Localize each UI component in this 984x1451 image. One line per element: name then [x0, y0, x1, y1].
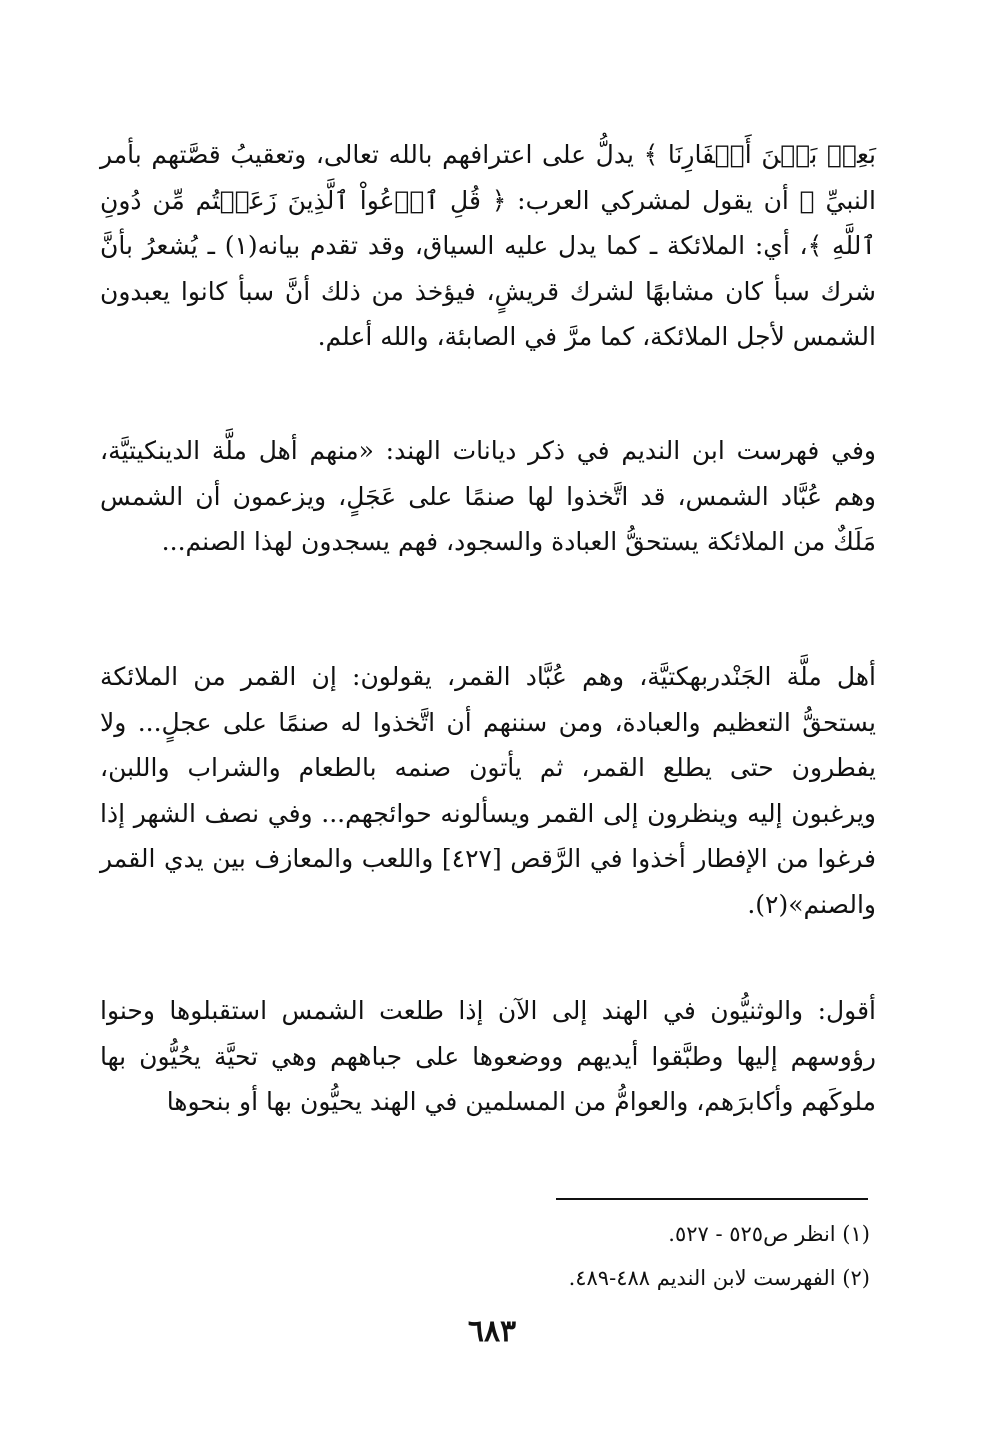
- paragraph-2: [100, 428, 876, 565]
- paragraph-text: أقول: والوثنيُّون في الهند إلى الآن إذا طلعت الشمس استقبلوها وحنوا رؤوسهم إليها وطبَّقوا أيديهم ووضعوها على جباههم وهي تحيَّة يحُيُّون بها ملوكَهم وأكابرَهم، والعوامُّ من المسلمين في الهند يحيُّون بها أو بنحوها: [100, 996, 876, 1116]
- footnote-divider: [556, 1198, 868, 1200]
- paragraph-text: بَعِدۡ بَيۡنَ أَسۡفَارِنَا ﴾ يدلُّ على اعترافهم بالله تعالى، وتعقيبُ قصَّتهم بأمر النبيِّ ﷺ أن يقول لمشركي العرب: ﴿ قُلِ ٱدۡعُواْ ٱلَّذِينَ زَعَمۡتُم مِّن دُونِ ٱللَّهِ ﴾، أي: الملائكة ـ كما يدل عليه السياق، وقد تقدم بيانه(١) ـ يُشعرُ بأنَّ شرك سبأ كان مشابهًا لشرك قريشٍ، فيؤخذ من ذلك أنَّ سبأ كانوا يعبدون الشمس لأجل الملائكة، كما مرَّ في الصابئة، والله أعلم.: [100, 140, 877, 351]
- footnote-1: (١) انظر ص٥٢٥ - ٥٢٧.: [668, 1222, 870, 1246]
- page-number: ٦٨٣: [467, 1314, 517, 1349]
- paragraph-4: [100, 988, 876, 1125]
- paragraph-3: [100, 654, 876, 927]
- paragraph-text: أهل ملَّة الجَنْدربهكتيَّة، وهم عُبَّاد القمر، يقولون: إن القمر من الملائكة يستحقُّ التعظيم والعبادة، ومن سننهم أن اتَّخذوا له صنمًا على عجلٍ... ولا يفطرون حتى يطلع القمر، ثم يأتون صنمه بالطعام والشراب واللبن، ويرغبون إليه وينظرون إلى القمر ويسألونه حوائجهم... وفي نصف الشهر إذا فرغوا من الإفطار أخذوا في الرَّقص [٤٢٧] واللعب والمعازف بين يدي القمر والصنم»(٢).: [100, 662, 876, 919]
- paragraph-text: وفي فهرست ابن النديم في ذكر ديانات الهند: «منهم أهل ملَّة الدينكيتيَّة، وهم عُبَّاد الشمس، قد اتَّخذوا لها صنمًا على عَجَلٍ، ويزعمون أن الشمس مَلَكٌ من الملائكة يستحقُّ العبادة والسجود، فهم يسجدون لهذا الصنم...: [100, 436, 876, 556]
- footnote-2: (٢) الفهرست لابن النديم ٤٨٨-٤٨٩.: [568, 1266, 870, 1290]
- paragraph-1: [100, 132, 876, 360]
